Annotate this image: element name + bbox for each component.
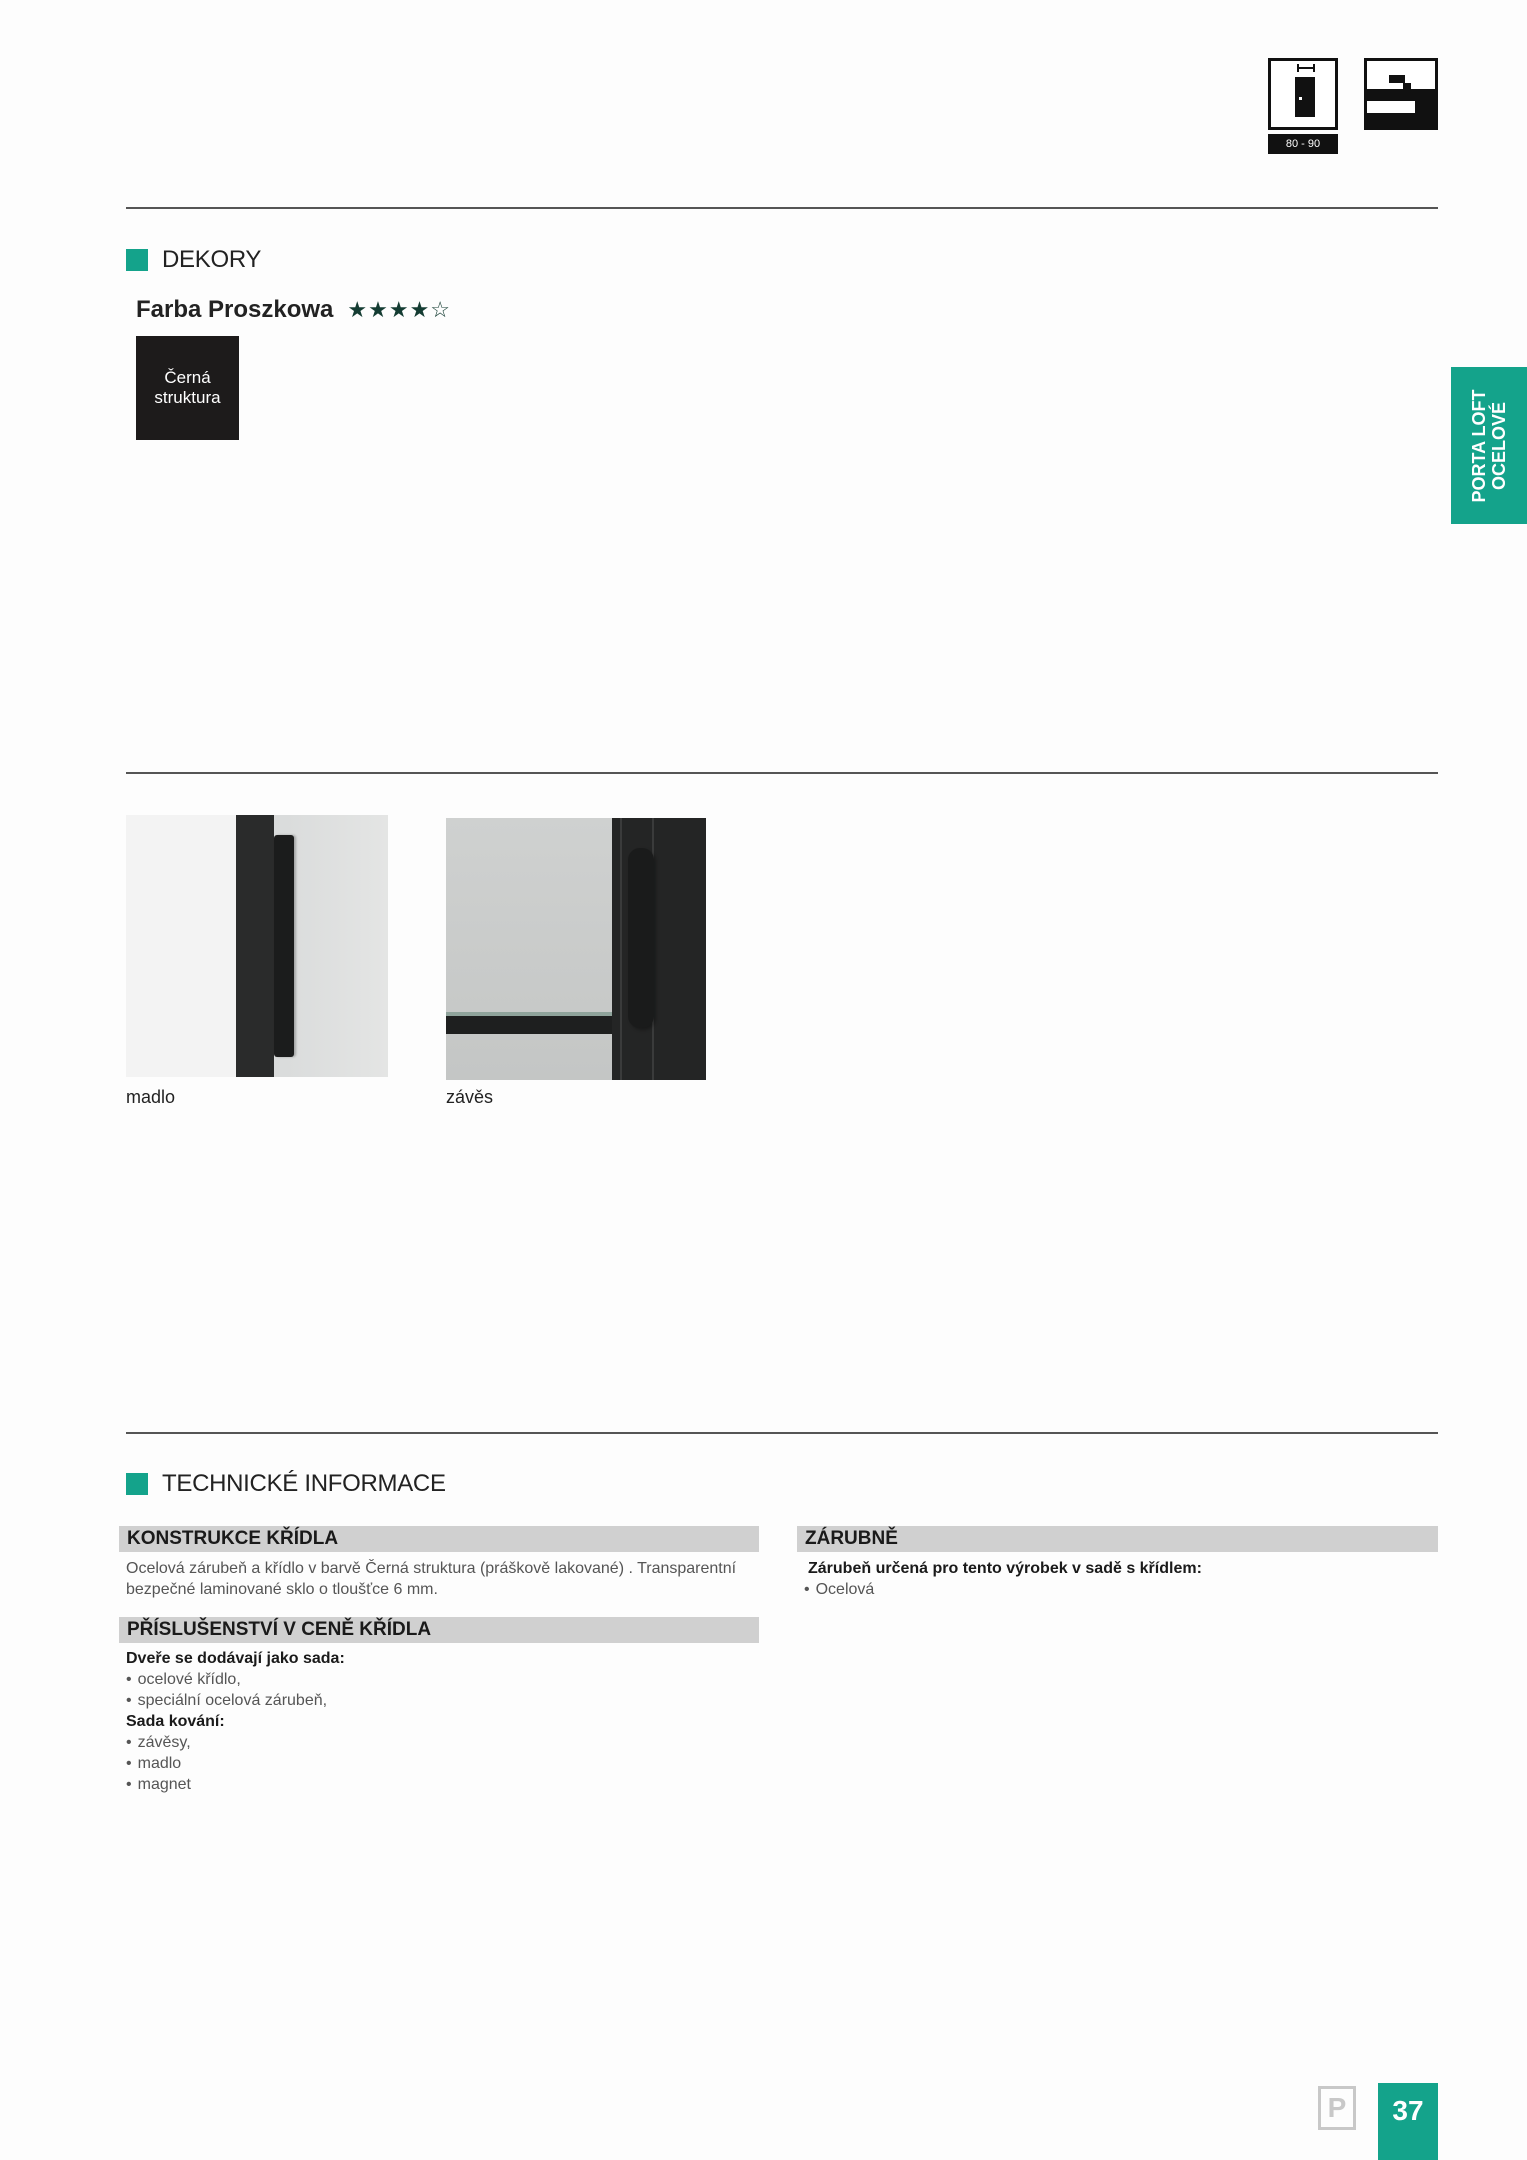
konstrukce-line2: bezpečné laminované sklo o tloušťce 6 mm. (126, 1581, 438, 1598)
kit-label: Sada kování: (126, 1713, 225, 1730)
zarubne-heading: ZÁRUBNĚ (797, 1526, 1438, 1552)
dekory-heading (126, 246, 261, 274)
zaves-caption: závěs (446, 1087, 494, 1107)
side-tab-line1: PORTA LOFT (1469, 389, 1489, 502)
finish-row (136, 296, 451, 324)
section-square-icon (126, 249, 148, 271)
tech-title: TECHNICKÉ INFORMACE (162, 1470, 446, 1497)
divider (126, 772, 1438, 774)
prislusenstvi-list (126, 1648, 766, 1795)
side-tab-line2: OCELOVÉ (1489, 401, 1509, 490)
swatch-label-line2: struktura (154, 388, 221, 407)
color-swatch[interactable] (136, 336, 239, 440)
section-square-icon (126, 1473, 148, 1495)
page-number: 37 (1378, 2083, 1438, 2160)
prislusenstvi-heading: PŘÍSLUŠENSTVÍ V CENĚ KŘÍDLA (119, 1617, 759, 1643)
finish-label: Farba Proszkowa (136, 296, 334, 323)
tech-heading (126, 1470, 446, 1498)
product-icons (1268, 58, 1438, 158)
zarubne-label: Zárubeň určená pro tento výrobek v sadě s křídlem: (808, 1560, 1202, 1577)
list-item: • Ocelová (804, 1579, 1434, 1600)
rating-stars-icon: ★★★★☆ (347, 297, 452, 322)
door-size-label: 80 - 90 (1268, 134, 1338, 154)
list-item: • závěsy, (126, 1732, 766, 1753)
set-label: Dveře se dodávají jako sada: (126, 1650, 345, 1667)
brand-logo-icon: P (1318, 2086, 1356, 2130)
list-item: • ocelové křídlo, (126, 1669, 766, 1690)
madlo-caption: madlo (126, 1087, 176, 1107)
list-item: • magnet (126, 1774, 766, 1795)
list-item: • madlo (126, 1753, 766, 1774)
zaves-photo (446, 818, 706, 1080)
door-size-icon (1268, 58, 1338, 130)
konstrukce-text (126, 1558, 766, 1600)
side-tab[interactable] (1451, 367, 1527, 524)
swatch-label-line1: Černá (164, 368, 211, 387)
divider (126, 207, 1438, 209)
konstrukce-line1: Ocelová zárubeň a křídlo v barvě Černá struktura (práškově lakované) . Transparentní (126, 1560, 737, 1577)
divider (126, 1432, 1438, 1434)
madlo-photo (126, 815, 388, 1077)
zarubne-list (804, 1558, 1434, 1600)
konstrukce-heading: KONSTRUKCE KŘÍDLA (119, 1526, 759, 1552)
dekory-title: DEKORY (162, 246, 262, 273)
wall-mount-icon (1364, 58, 1438, 130)
list-item: • speciální ocelová zárubeň, (126, 1690, 766, 1711)
